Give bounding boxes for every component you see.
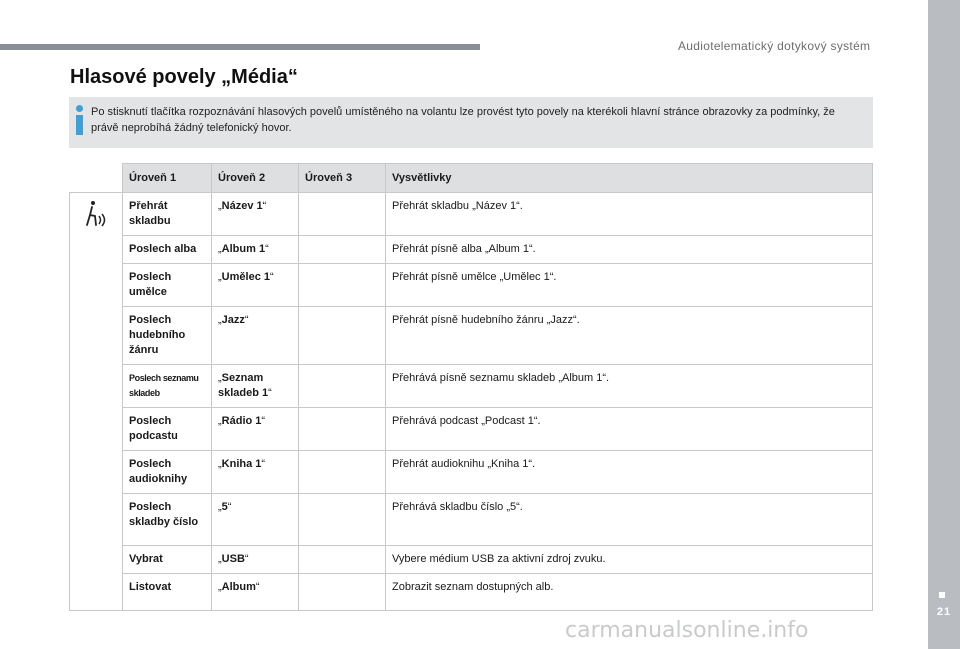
table-row	[70, 236, 873, 264]
table-header: Vysvětlivky	[386, 164, 873, 193]
table-row	[70, 574, 873, 611]
level1-cell: Poslech hudebního žánru	[123, 307, 212, 365]
icon-cell	[70, 193, 123, 611]
table-row	[70, 365, 873, 408]
table-row	[70, 307, 873, 365]
level2-cell: „Kniha 1“	[212, 451, 299, 494]
description-cell: Přehrát písně alba „Album 1“.	[386, 236, 873, 264]
page-number: 21	[936, 606, 952, 618]
info-icon	[75, 105, 84, 135]
page-side-strip	[928, 0, 960, 649]
level3-cell	[299, 365, 386, 408]
table-row	[70, 546, 873, 574]
level1-cell: Přehrát skladbu	[123, 193, 212, 236]
level2-cell: „5“	[212, 494, 299, 546]
level1-cell: Vybrat	[123, 546, 212, 574]
level1-cell: Poslech umělce	[123, 264, 212, 307]
description-cell: Přehrává podcast „Podcast 1“.	[386, 408, 873, 451]
level1-cell: Listovat	[123, 574, 212, 611]
level1-cell: Poslech skladby číslo	[123, 494, 212, 546]
info-box	[69, 97, 873, 148]
level3-cell	[299, 408, 386, 451]
level3-cell	[299, 546, 386, 574]
description-cell: Zobrazit seznam dostupných alb.	[386, 574, 873, 611]
table-header: Úroveň 3	[299, 164, 386, 193]
info-text: Po stisknutí tlačítka rozpoznávání hlasových povelů umístěného na volantu lze provést tyto povely na kterékoli hlavní stránce obrazovky za podmínky, že právě neprobíhá žádný telefonický hovor.	[91, 106, 835, 134]
section-title: Audiotelematický dotykový systém	[678, 39, 871, 53]
level1-cell: Poslech alba	[123, 236, 212, 264]
voice-command-icon	[82, 199, 110, 229]
table-header-row	[70, 164, 873, 193]
level3-cell	[299, 307, 386, 365]
level1-cell: Poslech podcastu	[123, 408, 212, 451]
level2-cell: „Album“	[212, 574, 299, 611]
level1-cell: Poslech audioknihy	[123, 451, 212, 494]
level3-cell	[299, 451, 386, 494]
table-header-empty	[70, 164, 123, 193]
description-cell: Přehrát audioknihu „Kniha 1“.	[386, 451, 873, 494]
level3-cell	[299, 236, 386, 264]
level3-cell	[299, 494, 386, 546]
description-cell: Přehrát písně hudebního žánru „Jazz“.	[386, 307, 873, 365]
table-header: Úroveň 1	[123, 164, 212, 193]
description-cell: Přehrát písně umělce „Umělec 1“.	[386, 264, 873, 307]
level3-cell	[299, 193, 386, 236]
voice-commands-table	[69, 163, 873, 611]
level2-cell: „Seznam skladeb 1“	[212, 365, 299, 408]
level2-cell: „USB“	[212, 546, 299, 574]
description-cell: Přehrává písně seznamu skladeb „Album 1“.	[386, 365, 873, 408]
level2-cell: „Rádio 1“	[212, 408, 299, 451]
table-header: Úroveň 2	[212, 164, 299, 193]
level2-cell: „Album 1“	[212, 236, 299, 264]
level2-cell: „Název 1“	[212, 193, 299, 236]
description-cell: Vybere médium USB za aktivní zdroj zvuku.	[386, 546, 873, 574]
table-row	[70, 494, 873, 546]
watermark: carmanualsonline.info	[565, 618, 809, 643]
level3-cell	[299, 264, 386, 307]
level3-cell	[299, 574, 386, 611]
table-row	[70, 264, 873, 307]
table-row	[70, 193, 873, 236]
header-bar	[0, 44, 480, 50]
level2-cell: „Umělec 1“	[212, 264, 299, 307]
page-title: Hlasové povely „Média“	[70, 66, 298, 88]
level1-cell: Poslech seznamu skladeb	[123, 365, 212, 408]
description-cell: Přehrává skladbu číslo „5“.	[386, 494, 873, 546]
page-marker	[939, 592, 945, 598]
table-row	[70, 451, 873, 494]
level2-cell: „Jazz“	[212, 307, 299, 365]
description-cell: Přehrát skladbu „Název 1“.	[386, 193, 873, 236]
table-row	[70, 408, 873, 451]
